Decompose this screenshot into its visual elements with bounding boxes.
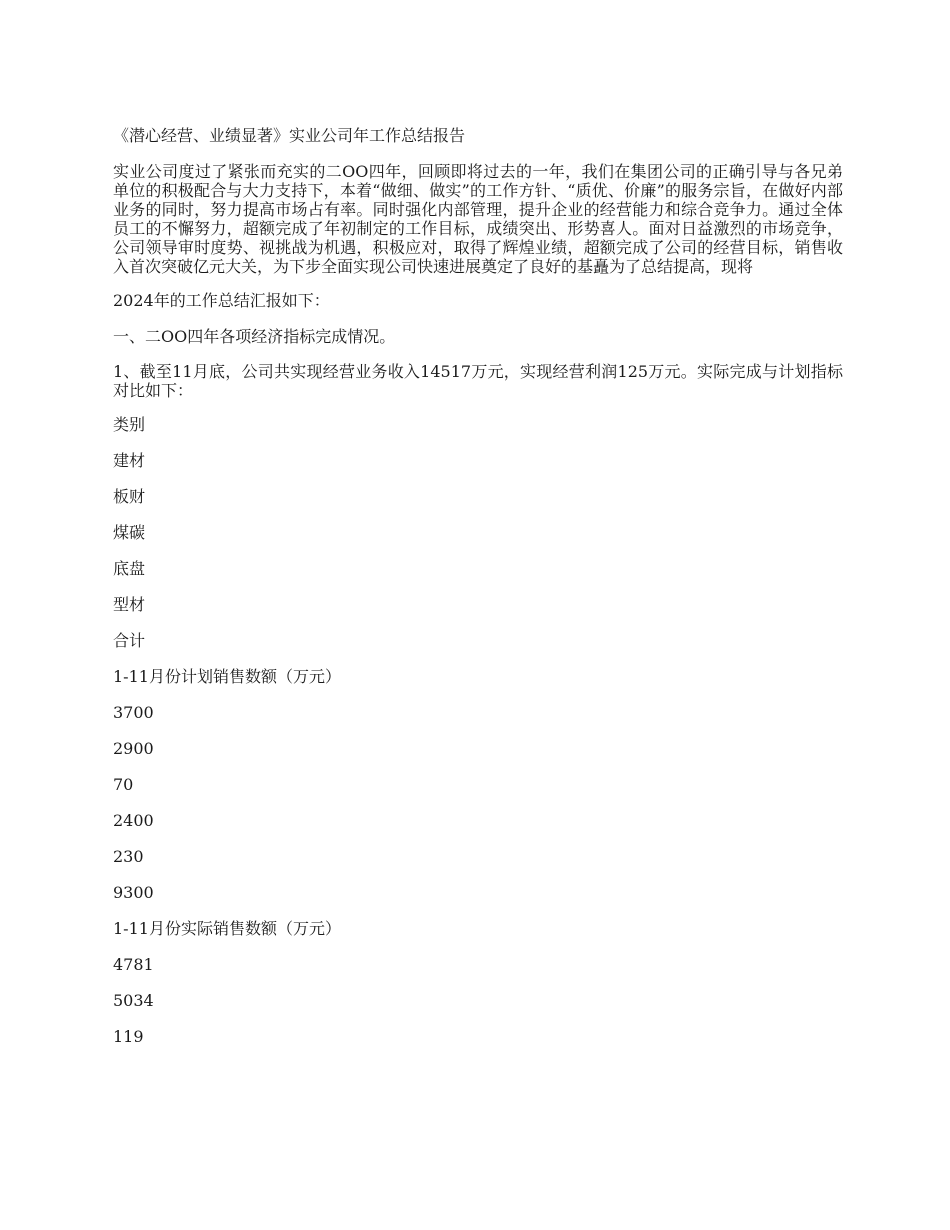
- table-line-actual-value: 5034: [113, 991, 154, 1010]
- table-line-planned-value: 3700: [113, 703, 154, 722]
- table-line-actual-value: 119: [113, 1027, 144, 1046]
- table-lines: [113, 414, 843, 1048]
- table-line-planned-header: 1-11月份计划销售数额（万元）: [113, 667, 341, 686]
- table-line-planned-value: 70: [113, 775, 134, 794]
- document-title: 《潜心经营、业绩显著》实业公司年工作总结报告: [113, 126, 466, 145]
- item-1-paragraph: 1、截至11月底，公司共实现经营业务收入14517万元，实现经营利润125万元。实际完成与计划指标对比如下：: [113, 362, 843, 400]
- section-heading: 一、二OO四年各项经济指标完成情况。: [113, 327, 396, 346]
- table-line-total: 合计: [113, 631, 146, 650]
- document-page: [113, 124, 843, 1062]
- table-line-planned-value: 2900: [113, 739, 154, 758]
- table-line-planned-value: 2400: [113, 811, 154, 830]
- table-line-actual-header: 1-11月份实际销售数额（万元）: [113, 919, 341, 938]
- table-line-building-materials: 建材: [113, 451, 146, 470]
- table-line-chassis: 底盘: [113, 559, 146, 578]
- table-line-boards: 板财: [113, 487, 146, 506]
- intro-paragraph: 实业公司度过了紧张而充实的二OO四年，回顾即将过去的一年，我们在集团公司的正确引导与各兄弟单位的积极配合与大力支持下，本着“做细、做实”的工作方针、“质优、价廉”的服务宗旨，在做好内部业务的同时，努力提高市场占有率。同时强化内部管理，提升企业的经营能力和综合竞争力。通过全体员工的不懈努力，超额完成了年初制定的工作目标，成绩突出、形势喜人。面对日益激烈的市场竞争，公司领导审时度势、视挑战为机遇，积极应对，取得了辉煌业绩，超额完成了公司的经营目标，销售收入首次突破亿元大关，为下步全面实现公司快速进展奠定了良好的基矗为了总结提高，现将: [113, 162, 843, 276]
- table-line-actual-value: 4781: [113, 955, 154, 974]
- table-line-planned-value: 230: [113, 847, 144, 866]
- table-line-profiles: 型材: [113, 595, 146, 614]
- table-line-coal: 煤碳: [113, 523, 146, 542]
- table-line-planned-total: 9300: [113, 883, 154, 902]
- table-line-category-header: 类别: [113, 415, 146, 434]
- summary-line: 2024年的工作总结汇报如下：: [113, 291, 330, 310]
